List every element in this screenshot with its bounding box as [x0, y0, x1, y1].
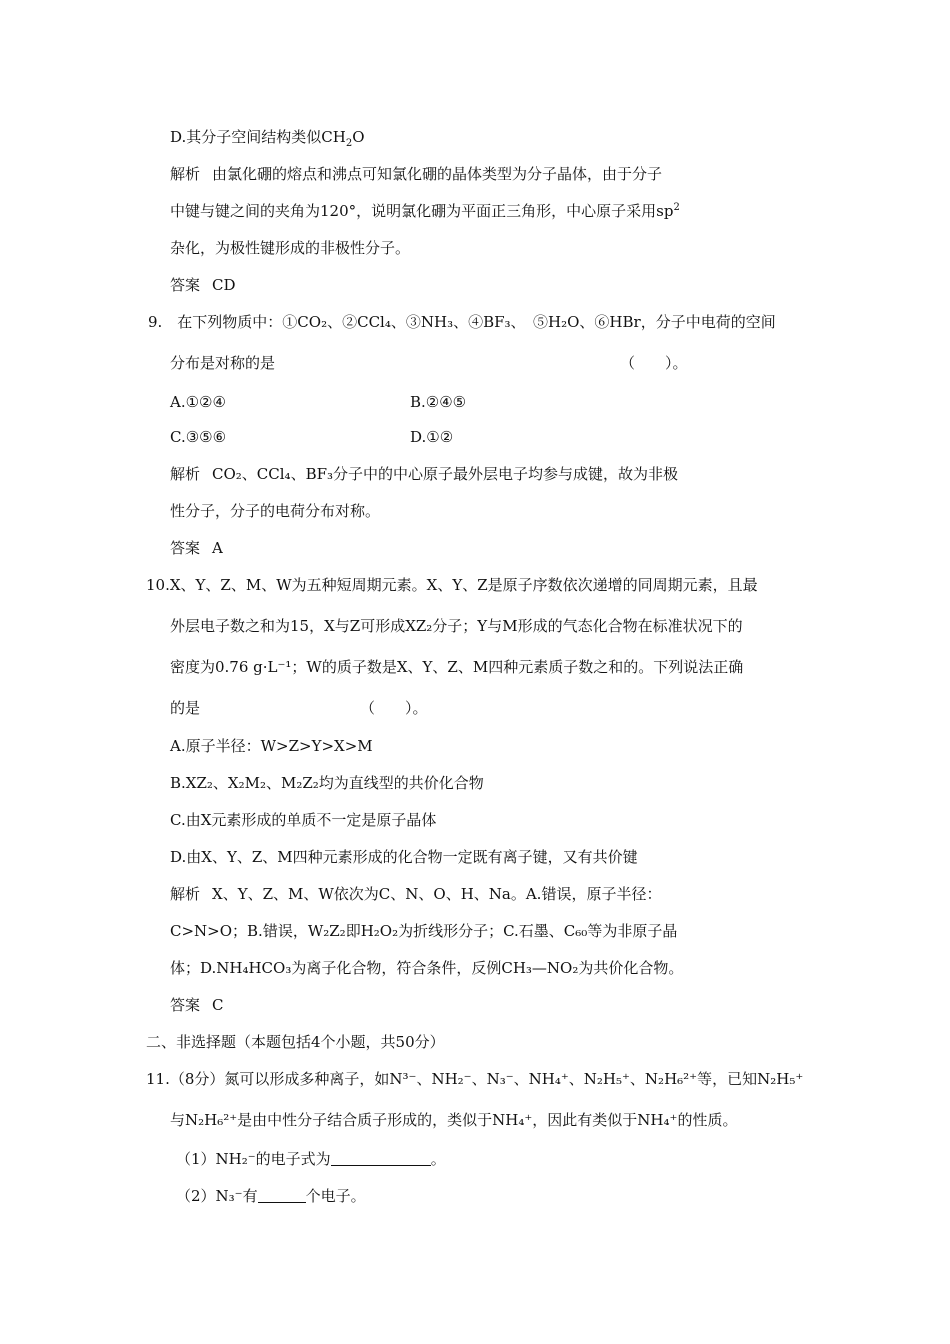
- q9-answer: 答案 A: [170, 539, 223, 557]
- q10-option-d: D.由X、Y、Z、M四种元素形成的化合物一定既有离子键，又有共价键: [170, 848, 638, 866]
- q8-option-d: D.其分子空间结构类似$CH_2O$: [170, 128, 365, 149]
- answer-tag: 答案: [170, 996, 201, 1014]
- q9-analysis-line-2: 性分子，分子的电荷分布对称。: [170, 502, 381, 520]
- q9-answer-bracket: （ ）。: [620, 354, 688, 372]
- answer-blank[interactable]: [331, 1150, 431, 1166]
- q10-stem-line-1: 10.X、Y、Z、M、W为五种短周期元素。X、Y、Z是原子序数依次递增的同周期元素，且最: [146, 576, 758, 594]
- section-heading: 二、非选择题（本题包括4个小题，共50分）: [146, 1033, 445, 1051]
- q8-analysis-line-2: 中键与键之间的夹角为120°，说明氯化硼为平面正三角形，中心原子采用$sp^2$: [170, 202, 680, 220]
- q10-answer: 答案 C: [170, 996, 224, 1014]
- analysis-tag: 解析: [170, 465, 201, 483]
- q9-stem-line-1: 9. 在下列物质中：①CO₂、②CCl₄、③NH₃、④BF₃、 ⑤H₂O、⑥HBr，分子中电荷的空间: [148, 313, 776, 331]
- q10-analysis-line-1: 解析 X、Y、Z、M、W依次为C、N、O、H、Na。A.错误，原子半径：: [170, 885, 662, 903]
- q9-option-c: C.③⑤⑥: [170, 428, 227, 446]
- q10-option-c: C.由X元素形成的单质不一定是原子晶体: [170, 811, 437, 829]
- q8-analysis-line-1: 解析 由氯化硼的熔点和沸点可知氯化硼的晶体类型为分子晶体，由于分子: [170, 165, 663, 183]
- answer-blank[interactable]: [258, 1187, 306, 1203]
- q11-stem-line-1: 11.（8分）氮可以形成多种离子，如N³⁻、NH₂⁻、N₃⁻、NH₄⁺、N₂H₅⁺、N₂H₆²⁺等，已知N₂H₅⁺: [146, 1070, 804, 1088]
- answer-tag: 答案: [170, 539, 201, 557]
- q11-subquestion-1: （1）NH₂⁻的电子式为 。: [176, 1150, 446, 1168]
- analysis-tag: 解析: [170, 885, 201, 903]
- q9-stem-line-2: 分布是对称的是: [170, 354, 276, 372]
- q10-option-a: A.原子半径：W>Z>Y>X>M: [170, 737, 373, 755]
- q8-answer: 答案 CD: [170, 276, 236, 294]
- q10-analysis-line-3: 体；D.NH₄HCO₃为离子化合物，符合条件，反例CH₃—NO₂为共价化合物。: [170, 959, 684, 977]
- q11-stem-line-2: 与N₂H₆²⁺是由中性分子结合质子形成的，类似于NH₄⁺，因此有类似于NH₄⁺的性质。: [170, 1111, 738, 1129]
- q8-analysis-line-3: 杂化，为极性键形成的非极性分子。: [170, 239, 411, 257]
- q10-stem-line-4: 的是: [170, 699, 201, 717]
- q9-option-b: B.②④⑤: [410, 393, 467, 411]
- q10-stem-line-3: 密度为0.76 g·L⁻¹；W的质子数是X、Y、Z、M四种元素质子数之和的。下列说法正确: [170, 658, 744, 676]
- q10-answer-bracket: （ ）。: [360, 699, 428, 717]
- q11-subquestion-2: （2）N₃⁻有 个电子。: [176, 1187, 366, 1205]
- q9-option-d: D.①②: [410, 428, 454, 446]
- q9-option-a: A.①②④: [170, 393, 226, 411]
- answer-tag: 答案: [170, 276, 201, 294]
- q10-option-b: B.XZ₂、X₂M₂、M₂Z₂均为直线型的共价化合物: [170, 774, 484, 792]
- q9-analysis-line-1: 解析 CO₂、CCl₄、BF₃分子中的中心原子最外层电子均参与成键，故为非极: [170, 465, 679, 483]
- analysis-tag: 解析: [170, 165, 201, 183]
- q10-analysis-line-2: C>N>O；B.错误，W₂Z₂即H₂O₂为折线形分子；C.石墨、C₆₀等为非原子晶: [170, 922, 678, 940]
- q10-stem-line-2: 外层电子数之和为15，X与Z可形成XZ₂分子；Y与M形成的气态化合物在标准状况下的: [170, 617, 743, 635]
